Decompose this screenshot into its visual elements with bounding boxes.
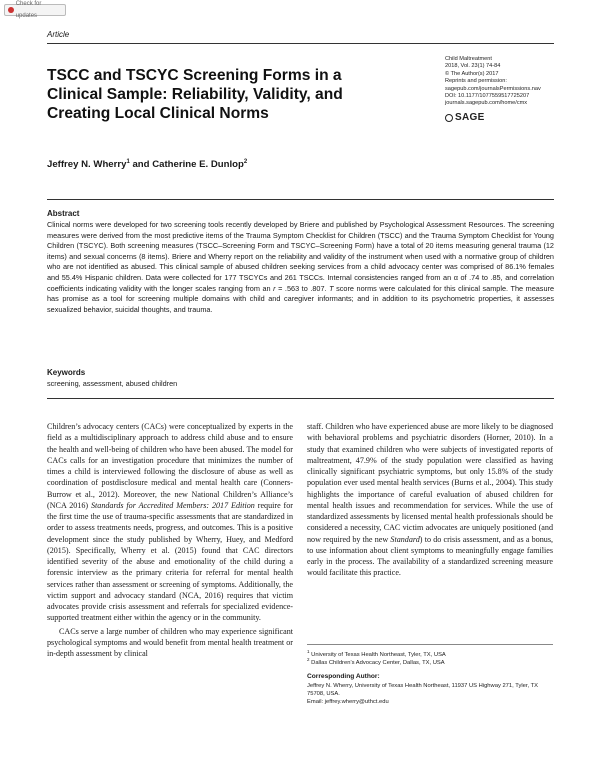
keywords-heading: Keywords [47,368,86,377]
footnote-rule [307,644,553,645]
update-icon [8,7,14,13]
copyright: © The Author(s) 2017 [445,70,499,77]
abstract-top-rule [47,199,554,200]
journal-meta [445,56,570,108]
paragraph-text: staff. Children who have experienced abuse are more likely to be diagnosed with behavioral problems and psychiatric disorders (Horner, 2010). In a study that examined children who were subjects of investigated reports of maltreatment, 47.9% of the study population were classified as having clinically significant psychiatric symptoms, but only 15.8% of the study population ever used mental health services (Burns et al., 2004). This study highlights the importance of careful evaluation of abused children for mental health issues and recommendation for services. While the use of standardized assessments by licensed mental health professionals should be considered a necessity, CAC victim advocates are uniquely positioned (and now required by the new [307,422,553,544]
paragraph-text: Children’s advocacy centers (CACs) were conceptualized by experts in the field as a multidisciplinary approach to address child abuse and to ensure the health and well-being of children who have been abused. The model for CACs calls for an investigation procedure that minimizes the number of times a child is interviewed following the disclosure of abuse as well as coordination of postdisclosure medical and mental health care (Conners-Burrow et al., 2012). Moreover, the new National Children’s Alliance’s (NCA 2016) [47,422,293,510]
reprints-link[interactable]: sagepub.com/journalsPermissions.nav [445,85,541,92]
author-2-affiliation: 2 [243,159,248,165]
body-right-column [307,421,553,579]
sage-circle-icon [445,114,453,122]
check-for-updates-badge[interactable] [4,1,66,19]
keywords-text: screening, assessment, abused children [47,379,178,388]
journal-home-link[interactable]: journals.sagepub.com/home/cmx [445,100,528,107]
abstract-part-2: = .563 to .807. [275,283,330,293]
standard-term: Standard [390,534,420,544]
article-type-label: Article [47,30,70,39]
abstract-part-3: score norms were calculated for this clinical sample. The measure has promise as a tool for screening multiple domains with child and caregiver informants; and in addition to its psychometric properties, it assesses sexualized behavior, suicidal thoughts, and trauma. [47,283,555,314]
corresponding-author-heading: Corresponding Author: [307,673,380,680]
corresponding-author-details [307,682,554,706]
author-1[interactable]: Jeffrey N. Wherry [47,159,127,171]
paragraph-text: require for the first time the use of trauma-specific assessments that are standardized in order to assess treatments needs, progress, and outcomes. This is a positive development since the study published by Wherry, Huey, and Medford (2015). Specifically, Wherry et al. (2015) found that CAC directors identified severity of the abuse and emotionality of the child during a forensic interview as the primary criteria for referral for mental health services rather than assessment or screening of symptoms. Additionally, the victim support and advocacy standard (NCA, 2016) requires that victim advocates provide crisis assessment and referrals for specialized evidence-supported treatment either within the agency or in the community. [47,500,293,623]
t-symbol: T [329,283,334,293]
badge-label: Check for updates [15,1,42,19]
affiliation-1-marker: 1 [307,649,310,654]
body-paragraph [307,421,553,579]
author-conjunction: and [129,159,153,171]
journal-volume: 2018, Vol. 23(1) 74-84 [445,63,501,70]
header-rule [47,43,554,44]
affiliation-2-text: Dallas Children’s Advocacy Center, Dallas, TX, USA [309,659,445,666]
affiliation-1-text: University of Texas Health Northeast, Tyler, TX, USA [309,651,446,658]
affiliation-2-marker: 2 [307,657,310,662]
publisher-logo [445,112,485,123]
author-2[interactable]: Catherine E. Dunlop [152,159,244,171]
publisher-name: SAGE [455,112,485,123]
abstract-text [47,220,554,315]
body-left-column [47,421,293,659]
corresponding-address: Jeffrey N. Wherry, University of Texas Health Northeast, 11937 US Highway 271, Tyler, TX 75708, USA. [307,683,539,697]
standards-title: Standards for Accredited Members: 2017 Edition [91,500,255,510]
abstract-part-1: Clinical norms were developed for two screening tools recently developed by Briere and published by Psychological Assessment Resources. The screening measures were derived from the most predictive items of the Trauma Symptom Checklist for Children (TSCC) and the Trauma Symptom Checklist for Young Children (TSCYC). Both screening measures (TSCC–Screening Form and TSCYC–Screening Form) have a total of 20 items measuring general trauma (12 items) and sexual concerns (8 items). Briere and Wherry report on the reliability and validity of the instrument when used with a normative group of children who are not identified as abused. This clinical sample of abused children seeking services from a child advocacy center was comprised of 86.1% females and 55.4% Hispanic children. Data were collected for 177 TSCYCs and 261 TSCCs. Internal consistencies ranged from an α of .74 to .85, and correlation coefficients indicating validity with the longer scales ranging from an [47,220,554,293]
author-1-affiliation: 1 [126,159,130,165]
keywords-bottom-rule [47,398,554,399]
body-paragraph [47,421,293,624]
reprints: Reprints and permission: [445,78,507,85]
journal-name: Child Maltreatment [445,56,492,62]
abstract-heading: Abstract [47,209,80,218]
paragraph-text: ) to do crisis assessment, and as a bonus, to use information about client symptoms to meaningfully engage families early in the process. The availability of a standardized screening measure would facilitate this practice. [307,534,553,578]
article-title: TSCC and TSCYC Screening Forms in a Clinical Sample: Reliability, Validity, and Creating Local Clinical Norms [47,67,343,122]
corresponding-email[interactable]: Email: jeffrey.wherry@uthct.edu [307,699,389,705]
author-list [47,159,247,170]
r-symbol: r [273,283,276,293]
doi[interactable]: DOI: 10.1177/1077559517725207 [445,93,530,100]
body-paragraph: CACs serve a large number of children who may experience significant psychological symptoms and would benefit from mental health treatment or in-depth assessment by clinical [47,626,293,658]
affiliation-2 [307,656,554,667]
